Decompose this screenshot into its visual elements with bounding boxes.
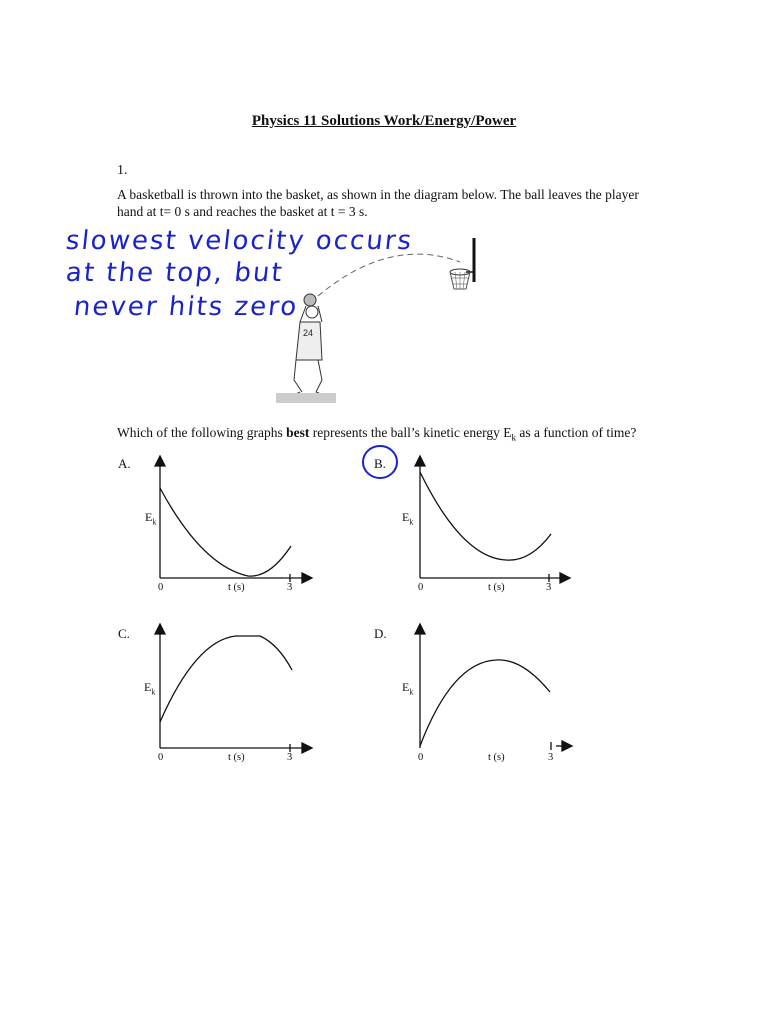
graph-a-x-end: 3 [287,582,293,593]
graph-c-y-label: $E_k$ [144,680,156,697]
handwritten-note-line-2: at the top, but [64,258,286,288]
question-prompt: Which of the following graphs best represents the ball’s kinetic energy $E_k$ as a function of time? [117,425,637,443]
handwritten-note-line-1: slowest velocity occurs [64,226,415,256]
graph-c-curve [160,636,292,722]
graph-d-x-label: t (s) [488,752,505,763]
choice-d-label[interactable]: D. [374,626,387,641]
graph-c-x-label: t (s) [228,752,245,763]
graph-a-origin: 0 [158,582,164,593]
graph-b-curve [420,472,551,560]
choice-a-label[interactable]: A. [118,456,131,471]
graph-d [415,624,572,751]
question-number: 1. [117,163,128,178]
graph-b [415,456,570,583]
graph-c [155,624,312,753]
choice-c-label[interactable]: C. [118,626,130,641]
handwritten-note-line-3: never hits zero [72,292,300,322]
graph-a [155,456,312,583]
graph-c-origin: 0 [158,752,164,763]
graph-d-x-end: 3 [548,752,554,763]
player-figure [276,294,336,403]
graph-d-origin: 0 [418,752,424,763]
graph-a-x-label: t (s) [228,582,245,593]
graph-a-curve [160,488,291,576]
question-stem-line-1: A basketball is thrown into the basket, as shown in the diagram below. The ball leaves the player [117,187,639,202]
page-title: Physics 11 Solutions Work/Energy/Power [251,113,517,129]
graph-b-x-label: t (s) [488,582,505,593]
question-stem-line-2: hand at t= 0 s and reaches the basket at t = 3 s. [117,204,368,219]
graph-b-y-label: $E_k$ [402,510,414,527]
graph-c-x-end: 3 [287,752,293,763]
graph-b-origin: 0 [418,582,424,593]
player-jersey-number: 24 [303,328,314,338]
graph-d-curve [420,660,550,746]
graph-a-y-label: $E_k$ [145,510,157,527]
graph-d-y-label: $E_k$ [402,680,414,697]
choice-b-label[interactable]: B. [374,456,386,471]
graph-b-x-end: 3 [546,582,552,593]
